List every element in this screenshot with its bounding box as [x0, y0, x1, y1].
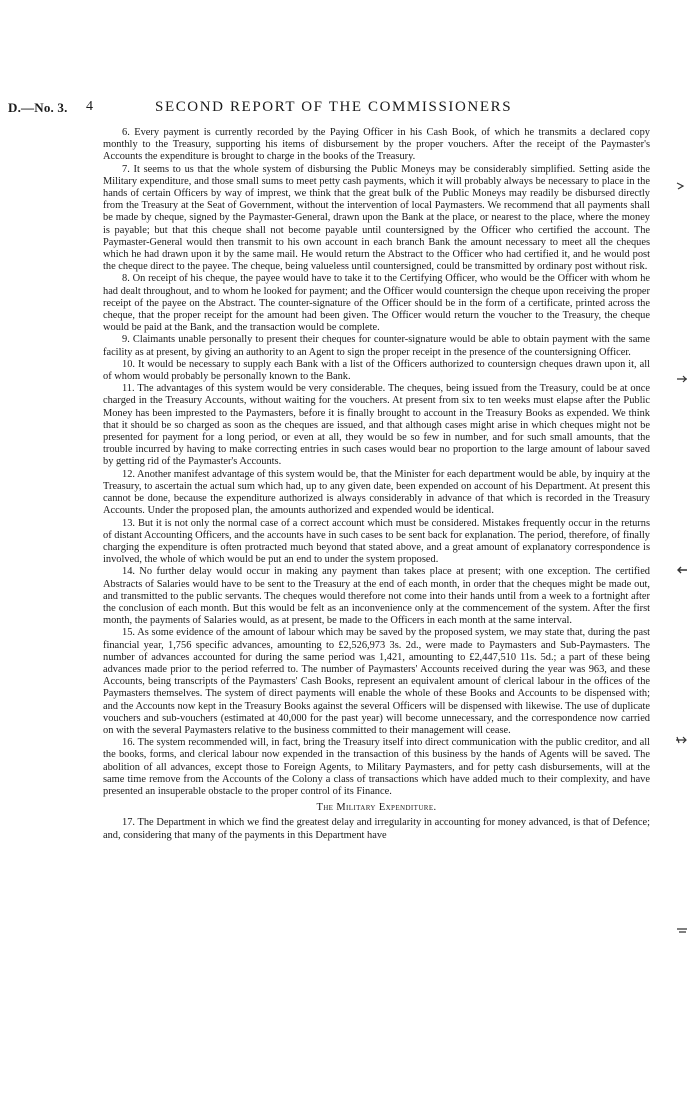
paragraph: 13. But it is not only the normal case of a correct account which must be considered. Mistakes frequently occur in the returns of distant Accounting Officers, and the accounts have in such cases to be sent back for explanation. The period, therefore, of finally charging the expenditure is often protracted much beyond that stated above, and a great amount of explanatory correspondence is involved, the whole of which would be put an end to under the system proposed. [103, 517, 650, 566]
report-body [103, 127, 650, 842]
paragraph: 15. As some evidence of the amount of labour which may be saved by the proposed system, we may state that, during the past financial year, 1,756 specific advances, amounting to £2,526,973 3s. 2d., were made to Paymasters and Sub-Paymasters. The number of advances accounted for during the same period was 1,421, amounting to £2,447,510 11s. 5d.; a part of these being advances made prior to the period referred to. The number of Paymasters' Accounts received during the year was 963, and these Accounts, being transcripts of the Paymasters' Cash Books, represent an equivalent amount of clerical labour in the offices of the Paymasters themselves. The system of direct payments will enable the whole of these Books and Accounts to be dispensed with; and the Accounts now kept in the Treasury Books against the several Officers will be dispensed with likewise. The use of duplicate vouchers and sub-vouchers (estimated at 40,000 for the past year) will become unnecessary, and the correspondence now carried on with the several Paymasters relative to the business committed to their management will cease. [103, 627, 650, 736]
pen-mark-icon [675, 736, 687, 744]
paragraph: 7. It seems to us that the whole system of disbursing the Public Moneys may be considerably simplified. Setting aside the Military expenditure, and those small sums to meet petty cash payments, which it will probably always be necessary to place in the hands of certain Officers by way of imprest, we think that the great bulk of the Public Moneys may readily be disbursed directly from the Treasury at the Seat of Government, without the intervention of local Paymasters. We recommend that all payments shall be made by cheque, signed by the Paymaster-General, drawn upon the Bank at the place, or nearest to the place, where the money is payable; but that this cheque shall not become payable until countersigned by the Officer who certified the account. The Paymaster-General would then transmit to his own account in each branch Bank the amount necessary to meet all the cheques which he had drawn upon it by the same mail. He would return the Abstract to the Officer who had certified it, and he would post the cheque direct to the payee. The cheque, being valueless until countersigned, could be transmitted by ordinary post without risk. [103, 163, 650, 273]
pen-mark-icon [676, 182, 688, 190]
pen-mark-icon [676, 926, 688, 934]
pen-mark-icon [676, 375, 688, 383]
page-number: 4 [86, 99, 93, 114]
paragraph: 9. Claimants unable personally to present their cheques for counter-signature would be able to obtain payment with the same facility as at present, by giving an authority to an Agent to sign the proper receipt in the presence of the countersigning Officer. [103, 334, 650, 358]
pen-mark-icon [676, 566, 688, 574]
document-reference: D.—No. 3. [8, 100, 68, 115]
paragraph: 16. The system recommended will, in fact, bring the Treasury itself into direct communication with the public creditor, and all the books, forms, and clerical labour now expended in the transaction of this business by the hands of Agents will be saved. The abolition of all advances, except those to Foreign Agents, to Military Paymasters, and for petty cash disbursements, will at the same time remove from the Accounts of the Colony a class of transactions which have added much to their complexity, and have presented an insuperable obstacle to the proper control of its Finance. [103, 737, 650, 797]
paragraph: 8. On receipt of his cheque, the payee would have to take it to the Certifying Officer, who would be the Officer with whom he had dealt throughout, and to whom he looked for payment; and the Officer would countersign the cheque upon receiving the proper receipt of the payee on the Abstract. The counter-signature of the Officer should be in the form of a certificate, printed across the cheque, that the proper receipt for the amount had been given. The Officer would return the voucher to the Treasury, the cheque would be paid at the Bank, and the transaction would be complete. [103, 273, 650, 334]
paragraph: 14. No further delay would occur in making any payment than takes place at present; with one exception. The certified Abstracts of Salaries would have to be sent to the Treasury at the end of each month, in order that the cheques might be made out, and transmitted to the public servants. The cheques would therefore not come into their hands until from a week to a fortnight after the conclusion of each month. But this would be felt as an inconvenience only at the commencement of the system. After the first month, the payments of Salaries would, as at present, be made to the Officers in each month at the same interval. [103, 566, 650, 627]
paragraph: 17. The Department in which we find the greatest delay and irregularity in accounting for money advanced, is that of Defence; and, considering that many of the payments in this Department have [103, 817, 650, 841]
paragraph: 12. Another manifest advantage of this system would be, that the Minister for each department would be able, by inquiry at the Treasury, to ascertain the actual sum which had, up to any given date, been expended on account of his Department. At present this cannot be done, because the expenditure authorized is always considerably in advance of that which is recorded in the Treasury Accounts. Under the proposed plan, the amounts authorized and expended would be identical. [103, 468, 650, 517]
section-heading: The Military Expenditure. [316, 802, 437, 814]
paragraph: 6. Every payment is currently recorded by the Paying Officer in his Cash Book, of which he transmits a declared copy monthly to the Treasury, supporting his items of disbursement by the proper vouchers. After the receipt of the Paymaster's Accounts the expenditure is brought to charge in the books of the Treasury. [103, 127, 650, 163]
paragraph: 11. The advantages of this system would be very considerable. The cheques, being issued from the Treasury, could be at once charged in the Treasury Accounts, without waiting for the vouchers. At present from six to ten weeks must elapse after the Public Money has been imprested to the Paymasters, before it is finally brought to account in the Treasury Books as expended. We think that it should be so charged as soon as the cheques are issued, and that although cases might arise in which cheques might not be presented for payment for a long period, or even at all, they would be so few in number, and for such small amounts, that the trouble incurred by having to make correcting entries in such cases would bear no proportion to the large amount of labour saved by getting rid of the Paymaster's Accounts. [103, 383, 650, 468]
page-title: SECOND REPORT OF THE COMMISSIONERS [155, 99, 513, 115]
paragraph: 10. It would be necessary to supply each Bank with a list of the Officers authorized to countersign cheques drawn upon it, all of whom would probably be personally known to the Bank. [103, 358, 650, 383]
